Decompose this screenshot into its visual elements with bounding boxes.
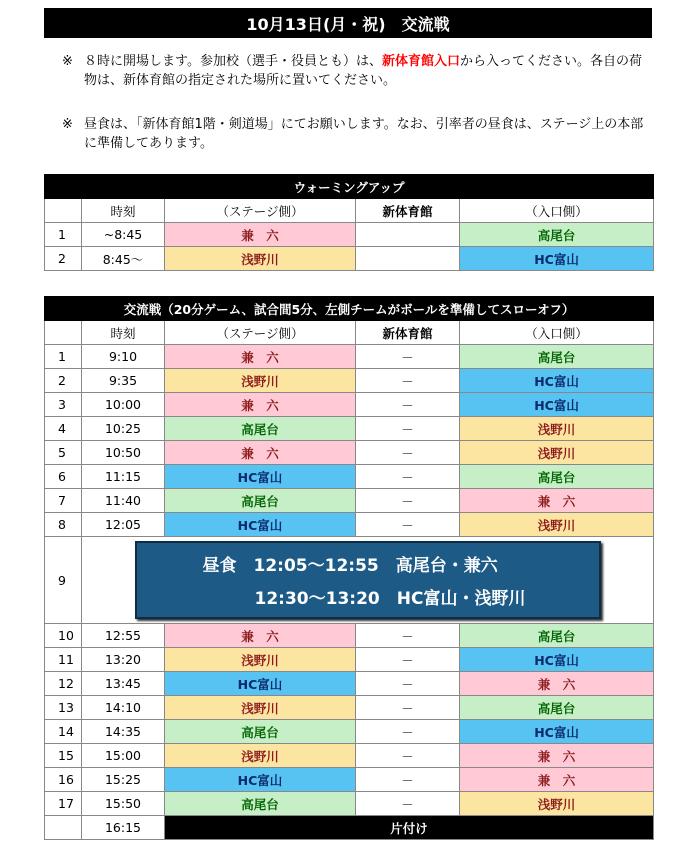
match-time: 15:00: [82, 744, 165, 768]
warmup-table: [44, 174, 654, 271]
stage-side-team: 浅野川: [165, 648, 356, 672]
row-number: 12: [45, 672, 82, 696]
row-number: 4: [45, 417, 82, 441]
entrance-side-team: 浅野川: [460, 417, 654, 441]
row-number: 13: [45, 696, 82, 720]
table-row: [45, 369, 654, 393]
row-number: 2: [45, 369, 82, 393]
court-separator: －: [356, 489, 460, 513]
match-time: 16:15: [82, 816, 165, 840]
match-time: 14:35: [82, 720, 165, 744]
stage-side-team: 兼 六: [165, 345, 356, 369]
match-time: 15:25: [82, 768, 165, 792]
court-separator: －: [356, 465, 460, 489]
table-title: ウォーミングアップ: [45, 175, 654, 199]
entrance-side-team: HC富山: [460, 247, 654, 271]
entrance-side-team: 浅野川: [460, 792, 654, 816]
entrance-side-team: 高尾台: [460, 223, 654, 247]
row-number: 15: [45, 744, 82, 768]
column-header-row: [45, 321, 654, 345]
match-time: 10:25: [82, 417, 165, 441]
table-row: [45, 792, 654, 816]
entrance-side-team: 浅野川: [460, 513, 654, 537]
row-number: 11: [45, 648, 82, 672]
court-separator: －: [356, 624, 460, 648]
col-time: 時刻: [82, 321, 165, 345]
row-number: 1: [45, 345, 82, 369]
match-time: 9:35: [82, 369, 165, 393]
row-number: 16: [45, 768, 82, 792]
note-lunch: [62, 115, 652, 153]
stage-side-team: 兼 六: [165, 624, 356, 648]
note-text: ８時に開場します。参加校（選手・役員とも）は、: [84, 54, 382, 69]
court-separator: －: [356, 393, 460, 417]
match-time: 12:55: [82, 624, 165, 648]
note-text: 昼食は、「新体育館1階・剣道場」にてお願いします。なお、引率者の昼食は、ステージ上の本部に準備してあります。: [84, 117, 644, 151]
entrance-side-team: 高尾台: [460, 696, 654, 720]
note-mark: ※: [62, 54, 73, 69]
table-row: [45, 441, 654, 465]
column-header-row: [45, 199, 654, 223]
stage-side-team: 浅野川: [165, 744, 356, 768]
col-entrance-side: （入口側）: [460, 321, 654, 345]
table-row: [45, 537, 654, 624]
court-separator: －: [356, 441, 460, 465]
col-stage-side: （ステージ側）: [165, 321, 356, 345]
row-number: 2: [45, 247, 82, 271]
court-separator: [356, 223, 460, 247]
court-separator: －: [356, 768, 460, 792]
col-no: [45, 199, 82, 223]
row-number: 3: [45, 393, 82, 417]
match-time: 13:45: [82, 672, 165, 696]
stage-side-team: 高尾台: [165, 720, 356, 744]
cleanup-cell: 片付け: [165, 816, 654, 840]
stage-side-team: 浅野川: [165, 369, 356, 393]
stage-side-team: 高尾台: [165, 489, 356, 513]
stage-side-team: HC富山: [165, 768, 356, 792]
table-row: [45, 393, 654, 417]
col-stage-side: （ステージ側）: [165, 199, 356, 223]
col-court: 新体育館: [356, 321, 460, 345]
row-number: 1: [45, 223, 82, 247]
stage-side-team: 兼 六: [165, 441, 356, 465]
table-row: [45, 768, 654, 792]
row-number: 14: [45, 720, 82, 744]
stage-side-team: HC富山: [165, 465, 356, 489]
court-separator: －: [356, 648, 460, 672]
row-number: 10: [45, 624, 82, 648]
court-separator: －: [356, 513, 460, 537]
table-row: [45, 720, 654, 744]
entrance-side-team: 浅野川: [460, 441, 654, 465]
match-time: ~8:45: [82, 223, 165, 247]
court-separator: －: [356, 744, 460, 768]
row-number: [45, 816, 82, 840]
page-title: 10月13日(月・祝) 交流戦: [44, 8, 652, 38]
stage-side-team: 高尾台: [165, 417, 356, 441]
col-court: 新体育館: [356, 199, 460, 223]
table-row: [45, 672, 654, 696]
entrance-side-team: HC富山: [460, 393, 654, 417]
court-separator: －: [356, 672, 460, 696]
note-mark: ※: [62, 117, 73, 132]
row-number: 6: [45, 465, 82, 489]
match-time: 9:10: [82, 345, 165, 369]
entrance-side-team: 高尾台: [460, 345, 654, 369]
entrance-side-team: 高尾台: [460, 465, 654, 489]
entrance-side-team: HC富山: [460, 369, 654, 393]
match-time: 14:10: [82, 696, 165, 720]
match-time: 11:40: [82, 489, 165, 513]
stage-side-team: 高尾台: [165, 792, 356, 816]
table-row: [45, 417, 654, 441]
court-separator: [356, 247, 460, 271]
table-row: [45, 696, 654, 720]
lunch-line-1: 昼食 12:05～12:55 高尾台・兼六: [202, 556, 498, 576]
row-number: 5: [45, 441, 82, 465]
table-row: [45, 247, 654, 271]
row-number: 8: [45, 513, 82, 537]
court-separator: －: [356, 696, 460, 720]
stage-side-team: 兼 六: [165, 393, 356, 417]
entrance-side-team: 兼 六: [460, 744, 654, 768]
stage-side-team: 兼 六: [165, 223, 356, 247]
court-separator: －: [356, 792, 460, 816]
col-no: [45, 321, 82, 345]
match-time: 11:15: [82, 465, 165, 489]
match-time: 12:05: [82, 513, 165, 537]
stage-side-team: HC富山: [165, 672, 356, 696]
games-table: [44, 296, 654, 840]
lunch-line-2: 12:30～13:20 HC富山・浅野川: [254, 589, 526, 609]
table-row: [45, 345, 654, 369]
lunch-banner: [135, 541, 601, 619]
entrance-side-team: 高尾台: [460, 624, 654, 648]
row-number: 9: [45, 537, 82, 624]
note-text-after: から入ってください。各自の荷物は、新体育館の指定された場所に置いてください。: [84, 54, 642, 88]
table-row: [45, 513, 654, 537]
table-row: [45, 223, 654, 247]
match-time: 8:45～: [82, 247, 165, 271]
note-entrance: [62, 52, 652, 90]
table-title: 交流戦（20分ゲーム、試合間5分、左側チームがボールを準備してスローオフ）: [45, 297, 654, 321]
court-separator: －: [356, 369, 460, 393]
col-time: 時刻: [82, 199, 165, 223]
entrance-side-team: 兼 六: [460, 768, 654, 792]
table-row: [45, 744, 654, 768]
court-separator: －: [356, 417, 460, 441]
stage-side-team: 浅野川: [165, 696, 356, 720]
row-number: 17: [45, 792, 82, 816]
table-row: [45, 816, 654, 840]
col-entrance-side: （入口側）: [460, 199, 654, 223]
match-time: 13:20: [82, 648, 165, 672]
entrance-side-team: 兼 六: [460, 672, 654, 696]
table-row: [45, 648, 654, 672]
lunch-cell: [82, 537, 654, 624]
table-row: [45, 465, 654, 489]
match-time: 15:50: [82, 792, 165, 816]
stage-side-team: HC富山: [165, 513, 356, 537]
table-title-row: [45, 297, 654, 321]
note-highlight: 新体育館入口: [381, 54, 460, 69]
stage-side-team: 浅野川: [165, 247, 356, 271]
table-row: [45, 624, 654, 648]
court-separator: －: [356, 345, 460, 369]
entrance-side-team: HC富山: [460, 720, 654, 744]
row-number: 7: [45, 489, 82, 513]
court-separator: －: [356, 720, 460, 744]
match-time: 10:00: [82, 393, 165, 417]
entrance-side-team: HC富山: [460, 648, 654, 672]
table-title-row: [45, 175, 654, 199]
match-time: 10:50: [82, 441, 165, 465]
entrance-side-team: 兼 六: [460, 489, 654, 513]
table-row: [45, 489, 654, 513]
